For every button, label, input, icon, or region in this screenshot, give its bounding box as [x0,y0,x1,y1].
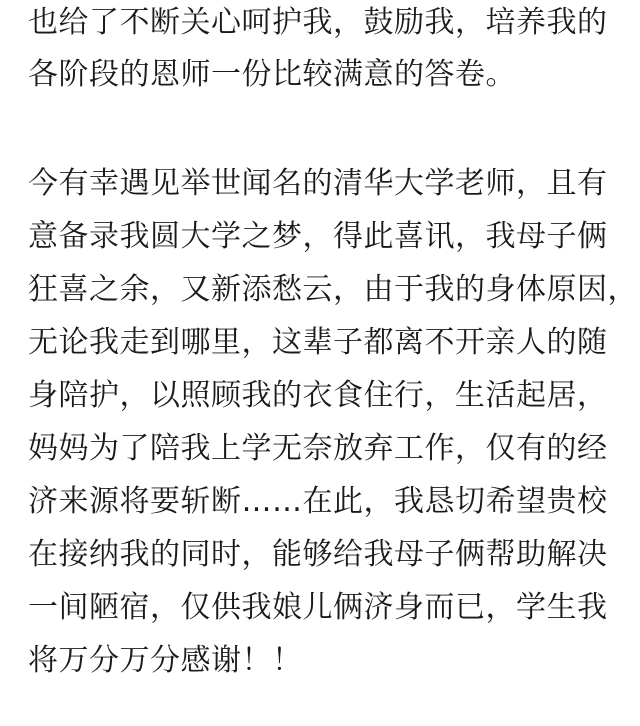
text-line: 一间陋宿，仅供我娘儿俩济身而已，学生我 [28,590,608,625]
text-line: 济来源将要斩断……在此，我恳切希望贵校 [28,484,608,519]
text-line: 今有幸遇见举世闻名的清华大学老师，且有 [28,166,608,201]
text-line: 狂喜之余，又新添愁云，由于我的身体原因， [28,272,638,307]
text-line: 意备录我圆大学之梦，得此喜讯，我母子俩 [28,219,608,254]
text-line: 将万分万分感谢！！ [28,643,303,678]
text-line: 也给了不断关心呵护我，鼓励我，培养我的 [28,5,608,40]
text-line: 各阶段的恩师一份比较满意的答卷。 [28,57,516,92]
text-line: 无论我走到哪里，这辈子都离不开亲人的随 [28,325,608,360]
text-line: 身陪护，以照顾我的衣食住行，生活起居， [28,378,608,413]
text-line: 妈妈为了陪我上学无奈放弃工作，仅有的经 [28,431,608,466]
text-line: 在接纳我的同时，能够给我母子俩帮助解决 [28,537,608,572]
